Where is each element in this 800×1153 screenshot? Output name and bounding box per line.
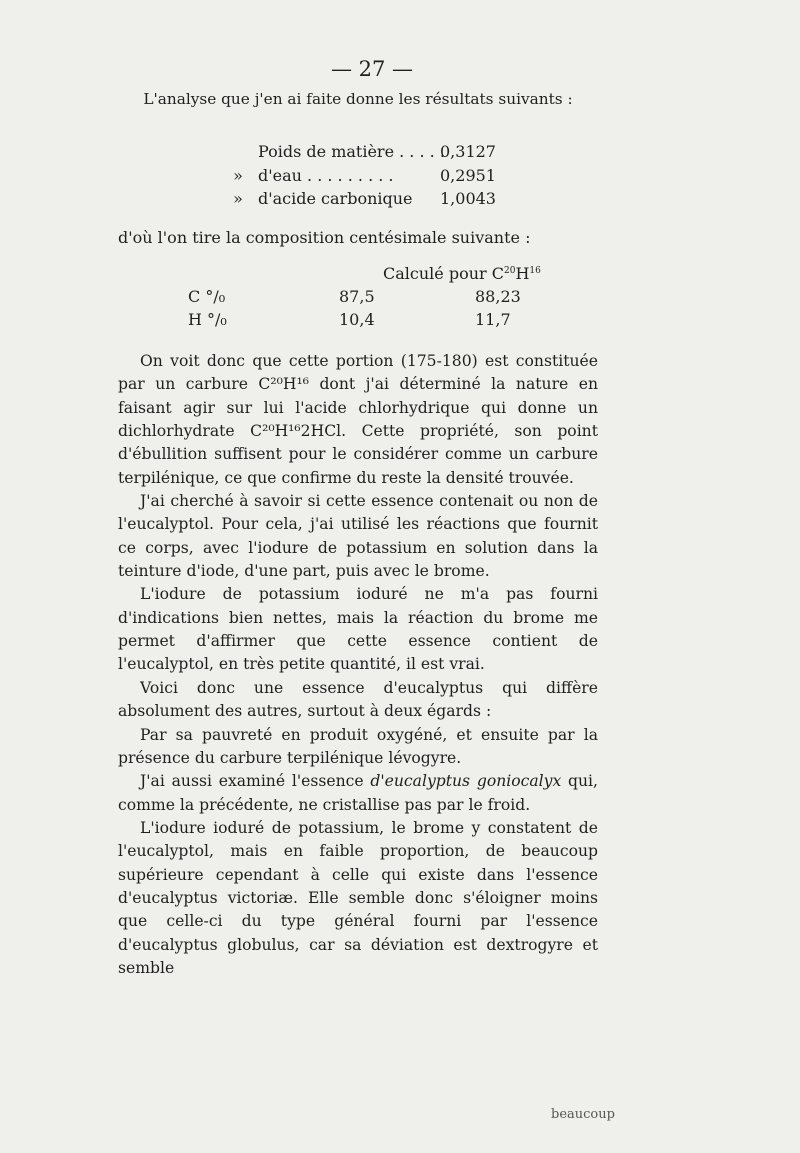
found-value: 87,5 [339,287,375,306]
element-label: H °/₀ [188,310,227,329]
ditto-mark: » [233,189,243,208]
composition-intro: d'où l'on tire la composition centésimale suivante : [118,228,531,247]
composition-header-text: Calculé pour C [383,264,504,283]
paragraph [118,770,598,817]
weights-value: 0,2951 [440,165,496,185]
weights-label: d'acide carbonique [258,189,413,208]
formula-superscript: 16 [529,266,541,276]
paragraph: J'ai cherché à savoir si cette essence contenait ou non de l'eucalyptol. Pour cela, j'ai utilisé les réactions que fournit ce corps, avec l'iodure de potassium en solution dans la teinture d'iode, d'une part, puis avec le brome. [118,492,598,581]
ditto-mark: » [233,165,243,185]
composition-header [0,262,800,285]
body-text [118,350,598,980]
weights-row [0,164,800,188]
formula-superscript: 20 [504,266,516,276]
found-value: 10,4 [339,310,375,329]
weights-row [0,140,800,164]
catchword: beaucoup [551,1107,615,1122]
composition-row [0,285,800,308]
weights-value: 1,0043 [440,189,496,208]
page-number: — 27 — [330,57,414,81]
species-name: d'eucalyptus goniocalyx [370,772,562,791]
paragraph: Par sa pauvreté en produit oxygéné, et ensuite par la présence du carbure terpilénique lévogyre. [118,725,598,767]
paragraph: L'iodure de potassium ioduré ne m'a pas fourni d'indications bien nettes, mais la réaction du brome me permet d'affirmer que cette essence contient de l'eucalyptol, en très petite quantité, il est vrai. [118,585,598,674]
paragraph-text: qui, comme la précédente, ne cristallise pas par le froid. [118,772,598,814]
weights-label: Poids de matière . . . . . [258,142,445,161]
weights-table [0,140,800,211]
composition-table [0,262,800,331]
paragraph: L'iodure ioduré de potassium, le brome y constatent de l'eucalyptol, mais en faible proportion, de beaucoup supérieure cependant à celle qui existe dans l'essence d'eucalyptus victoriæ. Elle semble donc s'éloigner moins que celle-ci du type général fourni par l'essence d'eucalyptus globulus, car sa déviation est dextrogyre et semble [118,818,598,977]
paragraph: Voici donc une essence d'eucalyptus qui diffère absolument des autres, surtout à deux égards : [118,678,598,721]
composition-row [0,308,800,331]
paragraph: On voit donc que cette portion (175-180) est constituée par un carbure C²⁰H¹⁶ dont j'ai déterminé la nature en faisant agir sur lui l'acide chlorhydrique qui donne un dichlorhydrate C²⁰H¹⁶2HCl. Cette propriété, son point d'ébullition suffisent pour le considérer comme un carbure terpilénique, ce que confirme du reste la densité trouvée. [118,352,598,487]
intro-line: L'analyse que j'en ai faite donne les résultats suivants : [143,90,573,108]
weights-row [0,187,800,211]
element-label: C °/₀ [188,287,226,306]
weights-value: 0,3127 [440,142,496,161]
calc-value: 11,7 [475,310,511,329]
calc-value: 88,23 [475,287,521,306]
weights-label: d'eau . . . . . . . . . [258,165,394,185]
composition-header-text: H [515,264,530,283]
paragraph-text: J'ai aussi examiné l'essence [140,772,371,791]
